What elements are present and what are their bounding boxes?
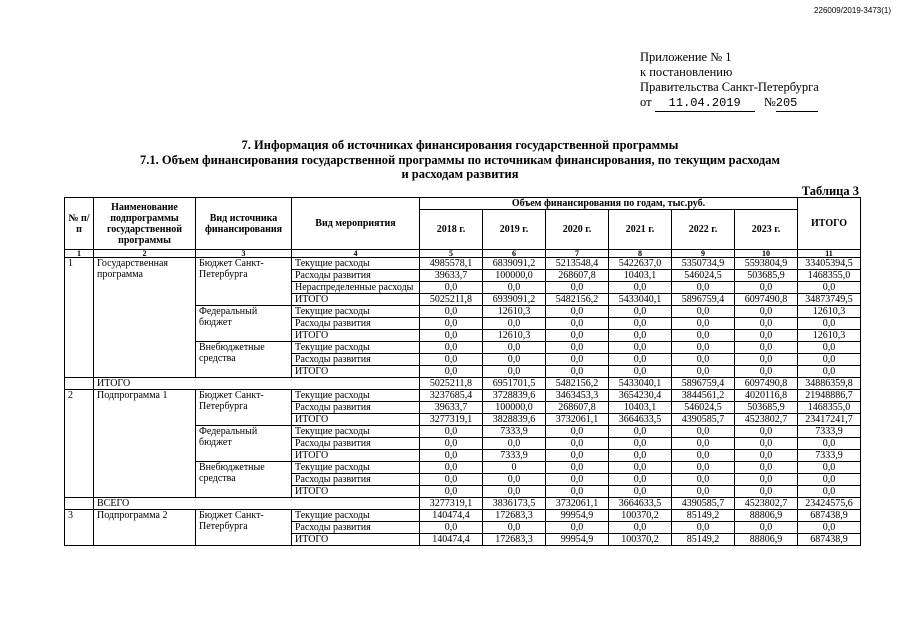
cell-value: 0,0 (609, 282, 672, 294)
cell-value: 0,0 (483, 342, 546, 354)
activity-type: ИТОГО (292, 450, 420, 462)
activity-type: Текущие расходы (292, 390, 420, 402)
cell-value: 3664633,5 (609, 498, 672, 510)
cell-total: 34886359,8 (798, 378, 861, 390)
cell-value: 88806,9 (735, 510, 798, 522)
cell-value: 0,0 (672, 450, 735, 462)
cell-value: 0,0 (546, 474, 609, 486)
cell-value: 0,0 (609, 366, 672, 378)
cell-value: 6951701,5 (483, 378, 546, 390)
cell-value: 0,0 (546, 342, 609, 354)
cell-value: 7333,9 (483, 426, 546, 438)
cell-value: 0,0 (420, 486, 483, 498)
cell-total: 0,0 (798, 318, 861, 330)
column-number: 3 (196, 250, 292, 258)
activity-type: ИТОГО (292, 486, 420, 498)
column-number: 7 (546, 250, 609, 258)
cell-value: 100370,2 (609, 534, 672, 546)
cell-value: 140474,4 (420, 534, 483, 546)
column-number: 1 (65, 250, 94, 258)
cell-value: 5593804,9 (735, 258, 798, 270)
cell-value: 0,0 (546, 522, 609, 534)
appendix-line-1: Приложение № 1 (640, 50, 732, 64)
funding-source: Внебюджетные средства (196, 462, 292, 498)
header-year: 2018 г. (420, 210, 483, 250)
cell-value: 0 (483, 462, 546, 474)
cell-value: 0,0 (483, 474, 546, 486)
funding-source: Внебюджетные средства (196, 342, 292, 378)
header-source: Вид источника финансирования (196, 198, 292, 250)
cell-value: 3844561,2 (672, 390, 735, 402)
cell-value: 0,0 (483, 318, 546, 330)
cell-value: 503685,9 (735, 270, 798, 282)
appendix-signature-line (640, 95, 819, 112)
cell-value: 100000,0 (483, 402, 546, 414)
cell-value: 0,0 (546, 462, 609, 474)
cell-value: 0,0 (483, 522, 546, 534)
subsection-title: 7.1. Объем финансирования государственной программы по источникам финансирования, по текущим расходам (139, 152, 781, 167)
cell-value: 0,0 (609, 486, 672, 498)
cell-value: 0,0 (672, 318, 735, 330)
cell-no: 1 (65, 258, 94, 378)
activity-type: ИТОГО (292, 414, 420, 426)
cell-value: 6839091,2 (483, 258, 546, 270)
cell-total: 0,0 (798, 366, 861, 378)
cell-value: 0,0 (735, 354, 798, 366)
cell-value: 0,0 (735, 486, 798, 498)
cell-value: 0,0 (609, 354, 672, 366)
activity-type: Нераспределенные расходы (292, 282, 420, 294)
cell-value: 12610,3 (483, 306, 546, 318)
cell-value: 0,0 (420, 318, 483, 330)
cell-value: 0,0 (672, 366, 735, 378)
cell-value: 7333,9 (483, 450, 546, 462)
cell-value: 0,0 (420, 450, 483, 462)
cell-value: 4523802,7 (735, 498, 798, 510)
header-year: 2020 г. (546, 210, 609, 250)
cell-total: 33405394,5 (798, 258, 861, 270)
cell-no: 2 (65, 390, 94, 498)
appendix-line-3: Правительства Санкт-Петербурга (640, 80, 819, 94)
cell-value: 39633,7 (420, 270, 483, 282)
cell-total: 23424575,6 (798, 498, 861, 510)
subsection-title-cont: и расходам развития (401, 167, 519, 181)
cell-value: 12610,3 (483, 330, 546, 342)
cell-total: 0,0 (798, 474, 861, 486)
cell-value: 100370,2 (609, 510, 672, 522)
cell-value: 3728839,6 (483, 390, 546, 402)
appendix-from-label: от (640, 95, 652, 109)
cell-value: 5213548,4 (546, 258, 609, 270)
cell-value: 0,0 (609, 438, 672, 450)
cell-total: 23417241,7 (798, 414, 861, 426)
cell-value: 0,0 (609, 306, 672, 318)
cell-value: 5896759,4 (672, 294, 735, 306)
cell-value: 0,0 (420, 522, 483, 534)
cell-value: 3463453,3 (546, 390, 609, 402)
cell-total: 12610,3 (798, 306, 861, 318)
cell-value: 268607,8 (546, 402, 609, 414)
cell-value: 4985578,1 (420, 258, 483, 270)
funding-source: Бюджет Санкт-Петербурга (196, 390, 292, 426)
cell-total: 0,0 (798, 522, 861, 534)
cell-value: 100000,0 (483, 270, 546, 282)
activity-type: ИТОГО (292, 294, 420, 306)
activity-type: Расходы развития (292, 270, 420, 282)
cell-value: 0,0 (735, 366, 798, 378)
total-label: ВСЕГО (94, 498, 420, 510)
cell-value: 0,0 (672, 282, 735, 294)
cell-value: 5433040,1 (609, 294, 672, 306)
cell-value: 0,0 (420, 438, 483, 450)
header-total: ИТОГО (798, 198, 861, 250)
column-number: 5 (420, 250, 483, 258)
cell-value: 6939091,2 (483, 294, 546, 306)
cell-value: 0,0 (546, 354, 609, 366)
cell-value: 546024,5 (672, 270, 735, 282)
cell-value: 85149,2 (672, 510, 735, 522)
cell-value: 172683,3 (483, 510, 546, 522)
activity-type: Текущие расходы (292, 510, 420, 522)
cell-total: 7333,9 (798, 450, 861, 462)
activity-type: Текущие расходы (292, 258, 420, 270)
cell-value: 0,0 (420, 474, 483, 486)
cell-value: 0,0 (735, 438, 798, 450)
column-number: 8 (609, 250, 672, 258)
funding-source: Федеральный бюджет (196, 426, 292, 462)
column-number: 6 (483, 250, 546, 258)
activity-type: Расходы развития (292, 402, 420, 414)
cell-value: 4390585,7 (672, 498, 735, 510)
cell-value: 5025211,8 (420, 294, 483, 306)
cell-no: 3 (65, 510, 94, 546)
program-name: Подпрограмма 1 (94, 390, 196, 498)
cell-value: 3277319,1 (420, 498, 483, 510)
cell-value: 0,0 (420, 462, 483, 474)
cell-value: 140474,4 (420, 510, 483, 522)
activity-type: Расходы развития (292, 438, 420, 450)
section-titles (60, 138, 860, 182)
appendix-line-2: к постановлению (640, 65, 733, 79)
cell-value: 0,0 (609, 462, 672, 474)
funding-source: Федеральный бюджет (196, 306, 292, 342)
cell-total: 0,0 (798, 438, 861, 450)
cell-total: 1468355,0 (798, 402, 861, 414)
cell-value: 0,0 (672, 438, 735, 450)
cell-value: 0,0 (609, 474, 672, 486)
cell-value: 0,0 (483, 486, 546, 498)
cell-value: 0,0 (420, 426, 483, 438)
cell-total: 0,0 (798, 282, 861, 294)
cell-value: 0,0 (672, 342, 735, 354)
cell-no (65, 378, 94, 390)
cell-value: 172683,3 (483, 534, 546, 546)
cell-value: 3654230,4 (609, 390, 672, 402)
activity-type: Расходы развития (292, 318, 420, 330)
appendix-date: 11.04.2019 (655, 96, 755, 112)
column-number: 10 (735, 250, 798, 258)
cell-value: 5025211,8 (420, 378, 483, 390)
cell-value: 0,0 (609, 318, 672, 330)
cell-value: 3664633,5 (609, 414, 672, 426)
activity-type: Расходы развития (292, 522, 420, 534)
header-activity: Вид мероприятия (292, 198, 420, 250)
table-total-row (65, 498, 861, 510)
appendix-num-label: № (763, 95, 776, 109)
cell-value: 0,0 (672, 522, 735, 534)
cell-total: 0,0 (798, 462, 861, 474)
table-total-row (65, 378, 861, 390)
cell-value: 5422637,0 (609, 258, 672, 270)
activity-type: ИТОГО (292, 366, 420, 378)
header-year: 2019 г. (483, 210, 546, 250)
table-label: Таблица 3 (801, 184, 859, 198)
cell-value: 0,0 (735, 462, 798, 474)
activity-type: Расходы развития (292, 474, 420, 486)
cell-value: 0,0 (483, 438, 546, 450)
cell-value: 0,0 (420, 330, 483, 342)
section-title: 7. Информация об источниках финансирования государственной программы (241, 138, 679, 152)
cell-value: 0,0 (735, 318, 798, 330)
cell-value: 546024,5 (672, 402, 735, 414)
financing-table-body (65, 258, 861, 546)
cell-value: 268607,8 (546, 270, 609, 282)
cell-value: 0,0 (672, 462, 735, 474)
cell-total: 7333,9 (798, 426, 861, 438)
cell-value: 6097490,8 (735, 294, 798, 306)
cell-value: 88806,9 (735, 534, 798, 546)
column-number: 11 (798, 250, 861, 258)
cell-value: 0,0 (420, 366, 483, 378)
cell-value: 0,0 (735, 330, 798, 342)
header-year: 2023 г. (735, 210, 798, 250)
cell-value: 0,0 (483, 282, 546, 294)
cell-value: 0,0 (420, 306, 483, 318)
cell-value: 0,0 (546, 318, 609, 330)
cell-value: 0,0 (546, 426, 609, 438)
cell-value: 5482156,2 (546, 378, 609, 390)
cell-value: 0,0 (672, 426, 735, 438)
column-numbers-row (65, 250, 861, 258)
cell-value: 0,0 (546, 306, 609, 318)
cell-value: 0,0 (672, 474, 735, 486)
activity-type: Текущие расходы (292, 306, 420, 318)
program-name: Государственная программа (94, 258, 196, 378)
cell-value: 0,0 (546, 450, 609, 462)
cell-value: 0,0 (672, 354, 735, 366)
cell-value: 99954,9 (546, 510, 609, 522)
cell-value: 0,0 (672, 306, 735, 318)
cell-value: 3237685,4 (420, 390, 483, 402)
cell-total: 12610,3 (798, 330, 861, 342)
cell-value: 0,0 (609, 522, 672, 534)
financing-table (64, 197, 861, 546)
header-no: № п/п (65, 198, 94, 250)
cell-value: 5350734,9 (672, 258, 735, 270)
activity-type: ИТОГО (292, 330, 420, 342)
program-name: Подпрограмма 2 (94, 510, 196, 546)
cell-value: 0,0 (735, 426, 798, 438)
activity-type: Текущие расходы (292, 462, 420, 474)
cell-value: 0,0 (609, 426, 672, 438)
table-row (65, 390, 861, 402)
cell-value: 0,0 (483, 354, 546, 366)
cell-total: 0,0 (798, 342, 861, 354)
cell-value: 0,0 (483, 366, 546, 378)
cell-total: 687438,9 (798, 510, 861, 522)
cell-value: 5896759,4 (672, 378, 735, 390)
cell-value: 3828839,6 (483, 414, 546, 426)
cell-total: 21948886,7 (798, 390, 861, 402)
cell-value: 0,0 (420, 342, 483, 354)
cell-value: 5482156,2 (546, 294, 609, 306)
activity-type: Расходы развития (292, 354, 420, 366)
activity-type: ИТОГО (292, 534, 420, 546)
cell-total: 687438,9 (798, 534, 861, 546)
cell-value: 0,0 (735, 282, 798, 294)
cell-total: 0,0 (798, 354, 861, 366)
table-row (65, 258, 861, 270)
cell-value: 10403,1 (609, 270, 672, 282)
cell-value: 3732061,1 (546, 414, 609, 426)
header-year: 2022 г. (672, 210, 735, 250)
cell-value: 0,0 (609, 342, 672, 354)
cell-value: 4020116,8 (735, 390, 798, 402)
cell-value: 0,0 (420, 354, 483, 366)
funding-source: Бюджет Санкт-Петербурга (196, 510, 292, 546)
total-label: ИТОГО (94, 378, 420, 390)
header-name: Наименование подпрограммы государственной программы (94, 198, 196, 250)
cell-value: 0,0 (672, 330, 735, 342)
cell-value: 0,0 (420, 282, 483, 294)
cell-total: 1468355,0 (798, 270, 861, 282)
cell-value: 0,0 (735, 342, 798, 354)
cell-value: 0,0 (735, 474, 798, 486)
header-volume: Объем финансирования по годам, тыс.руб. (420, 198, 798, 210)
cell-value: 0,0 (546, 366, 609, 378)
cell-value: 4523802,7 (735, 414, 798, 426)
column-number: 4 (292, 250, 420, 258)
funding-source: Бюджет Санкт-Петербурга (196, 258, 292, 306)
column-number: 2 (94, 250, 196, 258)
cell-value: 10403,1 (609, 402, 672, 414)
cell-no (65, 498, 94, 510)
cell-value: 0,0 (546, 330, 609, 342)
document-id: 226009/2019-3473(1) (814, 6, 891, 15)
cell-value: 0,0 (672, 486, 735, 498)
cell-value: 39633,7 (420, 402, 483, 414)
appendix-number: 205 (776, 96, 818, 112)
cell-value: 0,0 (609, 330, 672, 342)
cell-value: 6097490,8 (735, 378, 798, 390)
cell-value: 0,0 (609, 450, 672, 462)
cell-value: 0,0 (735, 306, 798, 318)
cell-value: 0,0 (546, 282, 609, 294)
cell-total: 34873749,5 (798, 294, 861, 306)
cell-value: 0,0 (546, 438, 609, 450)
header-year: 2021 г. (609, 210, 672, 250)
cell-value: 3836173,5 (483, 498, 546, 510)
cell-value: 0,0 (546, 486, 609, 498)
cell-value: 4390585,7 (672, 414, 735, 426)
cell-value: 0,0 (735, 450, 798, 462)
cell-value: 3277319,1 (420, 414, 483, 426)
activity-type: Текущие расходы (292, 426, 420, 438)
cell-value: 85149,2 (672, 534, 735, 546)
appendix-block (640, 50, 819, 112)
cell-value: 503685,9 (735, 402, 798, 414)
activity-type: Текущие расходы (292, 342, 420, 354)
cell-value: 0,0 (735, 522, 798, 534)
table-row (65, 510, 861, 522)
cell-value: 99954,9 (546, 534, 609, 546)
column-number: 9 (672, 250, 735, 258)
cell-value: 3732061,1 (546, 498, 609, 510)
cell-value: 5433040,1 (609, 378, 672, 390)
cell-total: 0,0 (798, 486, 861, 498)
